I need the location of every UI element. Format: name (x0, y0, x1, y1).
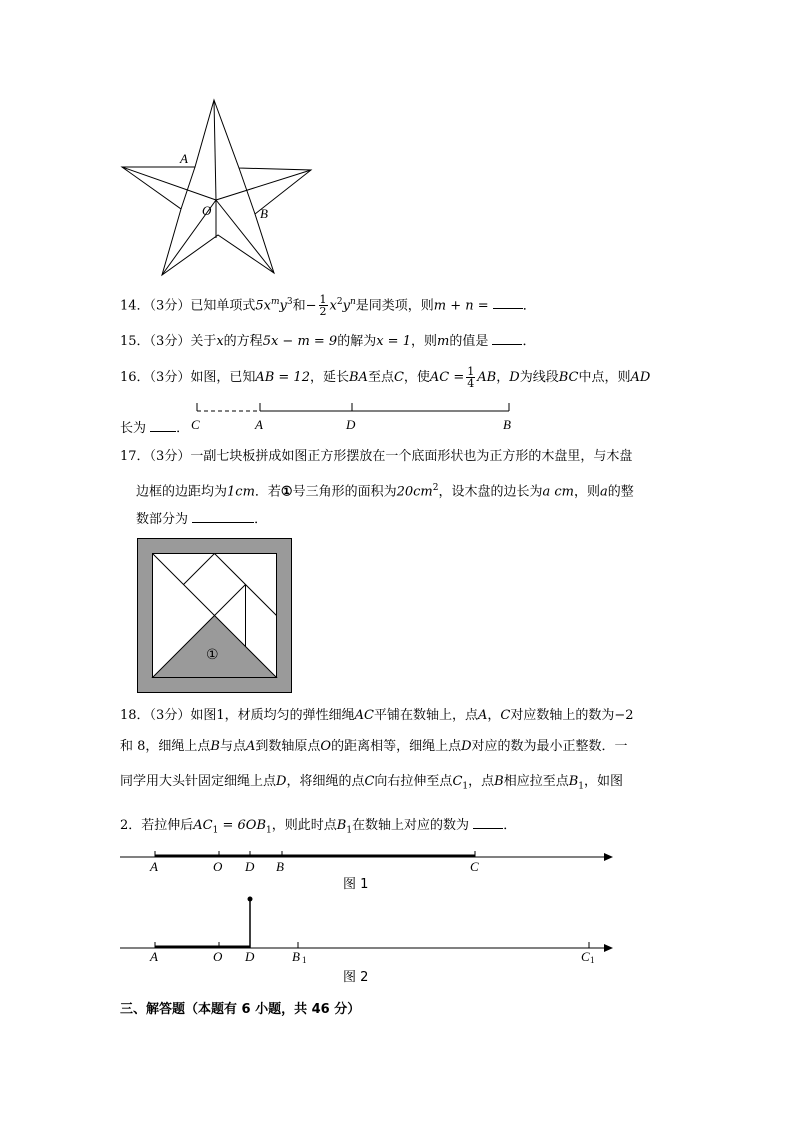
question-17-line-1: 17．（3分）一副七块板拼成如图正方形摆放在一个底面形状也为正方形的木盘里，与木盘 (120, 449, 633, 464)
segment-label-a: A (255, 417, 263, 432)
answer-blank-15[interactable] (492, 331, 522, 345)
fig2-label-c1-sub: 1 (590, 955, 595, 965)
segment-label-b: B (503, 417, 511, 432)
question-18-line-4: 2．若拉伸后$AC_1 = 6OB_1$，则此时点$B_1$在数轴上对应的数为 ． (120, 815, 516, 840)
star-figure (110, 95, 320, 285)
fig1-label-o: O (213, 859, 223, 874)
fig2-caption: 图 2 (343, 970, 369, 985)
tangram-label-1: ① (206, 647, 219, 663)
question-18-line-1: 18．（3分）如图1，材质均匀的弹性细绳AC平铺在数轴上，点A，C对应数轴上的数为−2 (120, 708, 634, 723)
question-16-line-2: 长为 ． (120, 418, 189, 438)
fig2-label-a: A (150, 949, 158, 964)
fig1-label-d: D (245, 859, 255, 874)
question-18-line-3: 同学用大头针固定细绳上点D，将细绳的点C向右拉伸至点$C_1$，点B相应拉至点$B_1$，如图 (120, 774, 624, 792)
question-18-line-2: 和 8，细绳上点B与点A到数轴原点O的距离相等，细绳上点D对应的数为最小正整数．一 (120, 739, 628, 754)
tangram-figure (137, 538, 293, 694)
fig2-label-b1: B (292, 949, 300, 964)
question-17-line-2: 边框的边距均为1cm．若①号三角形的面积为$20cm^2$，设木盘的边长为a cm，则a的整 (136, 483, 634, 500)
fig2-label-d: D (245, 949, 255, 964)
number-line-figure-1 (115, 845, 625, 895)
number-line-figure-2 (115, 893, 625, 988)
question-14: 14．（3分）已知单项式$5x^my^3$和− $\frac{1}{2}$ $x^2y^n$是同类项，则m + n = ． (120, 293, 536, 319)
answer-blank-16[interactable] (150, 418, 176, 432)
question-17-line-3: 数部分为 ． (136, 509, 267, 529)
fig2-label-b1-sub: 1 (302, 955, 307, 965)
segment-label-d: D (346, 417, 356, 432)
fraction-quarter: $\frac{1}{4}$ (467, 365, 475, 390)
fig2-label-c1: C (581, 949, 590, 964)
answer-blank-17[interactable] (192, 509, 254, 523)
segment-label-c: C (191, 417, 200, 432)
star-label-o: O (202, 203, 212, 218)
answer-blank-14[interactable] (493, 295, 523, 309)
fig1-caption: 图 1 (343, 877, 369, 892)
star-label-a: A (180, 151, 188, 166)
fig1-label-b: B (276, 859, 284, 874)
segment-figure (185, 398, 525, 434)
answer-blank-18[interactable] (473, 815, 503, 829)
section-3-heading: 三、解答题（本题有 6 小题，共 46 分） (120, 1002, 361, 1017)
question-15: 15．（3分）关于x的方程5x − m = 9的解为x = 1，则m的值是 ． (120, 331, 536, 351)
star-label-b: B (260, 206, 268, 221)
question-16-line-1: 16．（3分）如图，已知AB = 12，延长BA至点C，使AC = $\frac{1}{4}$ AB，D为线段BC中点，则AD (120, 365, 651, 390)
fig1-label-c: C (470, 859, 479, 874)
fig1-label-a: A (150, 859, 158, 874)
fraction-half: $\frac{1}{2}$ (319, 293, 327, 319)
fig2-label-o: O (213, 949, 223, 964)
